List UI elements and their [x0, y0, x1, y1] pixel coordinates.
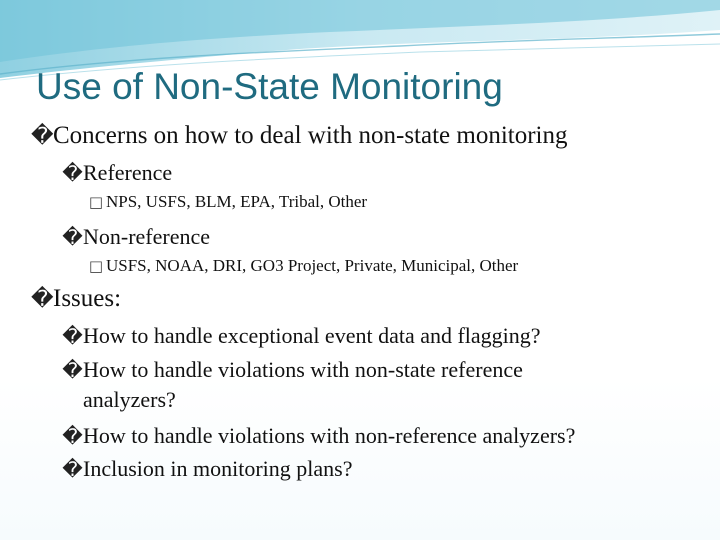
bullet-icon: �	[62, 424, 83, 448]
bullet-text: Non-reference	[83, 224, 211, 249]
bullet-non-reference-analyzers	[62, 423, 575, 449]
bullet-concerns	[31, 122, 568, 150]
bullet-icon: �	[62, 358, 83, 382]
bullet-text: How to handle violations with non-reference analyzers?	[83, 423, 576, 448]
bullet-text: Concerns on how to deal with non-state monitoring	[53, 122, 568, 149]
bullet-text: NPS, USFS, BLM, EPA, Tribal, Other	[106, 192, 368, 211]
sub-bullet-reference-list	[86, 192, 367, 212]
bullet-text: Issues:	[53, 285, 122, 312]
bullet-icon: �	[62, 161, 83, 185]
bullet-exceptional-events	[62, 323, 541, 349]
bullet-issues	[31, 285, 121, 313]
bullet-text: How to handle violations with non-state reference	[83, 357, 523, 382]
bullet-text: How to handle exceptional event data and flagging?	[83, 323, 541, 348]
slide-title: Use of Non-State Monitoring	[36, 66, 503, 107]
bullet-icon: �	[31, 124, 54, 149]
bullet-reference	[62, 160, 172, 186]
sub-bullet-non-reference-list	[86, 256, 518, 276]
bullet-monitoring-plans	[62, 456, 352, 482]
bullet-icon: �	[62, 225, 83, 249]
square-bullet-icon: □	[88, 257, 104, 275]
bullet-icon: �	[62, 457, 83, 481]
bullet-icon: �	[62, 324, 83, 348]
bullet-non-reference	[62, 224, 210, 250]
bullet-text: Reference	[83, 160, 173, 185]
bullet-text: Inclusion in monitoring plans?	[83, 456, 353, 481]
bullet-icon: �	[31, 287, 54, 312]
square-bullet-icon: □	[88, 193, 104, 211]
bullet-continuation: analyzers?	[83, 387, 176, 412]
bullet-non-state-reference	[62, 357, 523, 383]
bullet-text: USFS, NOAA, DRI, GO3 Project, Private, Municipal, Other	[106, 256, 519, 275]
